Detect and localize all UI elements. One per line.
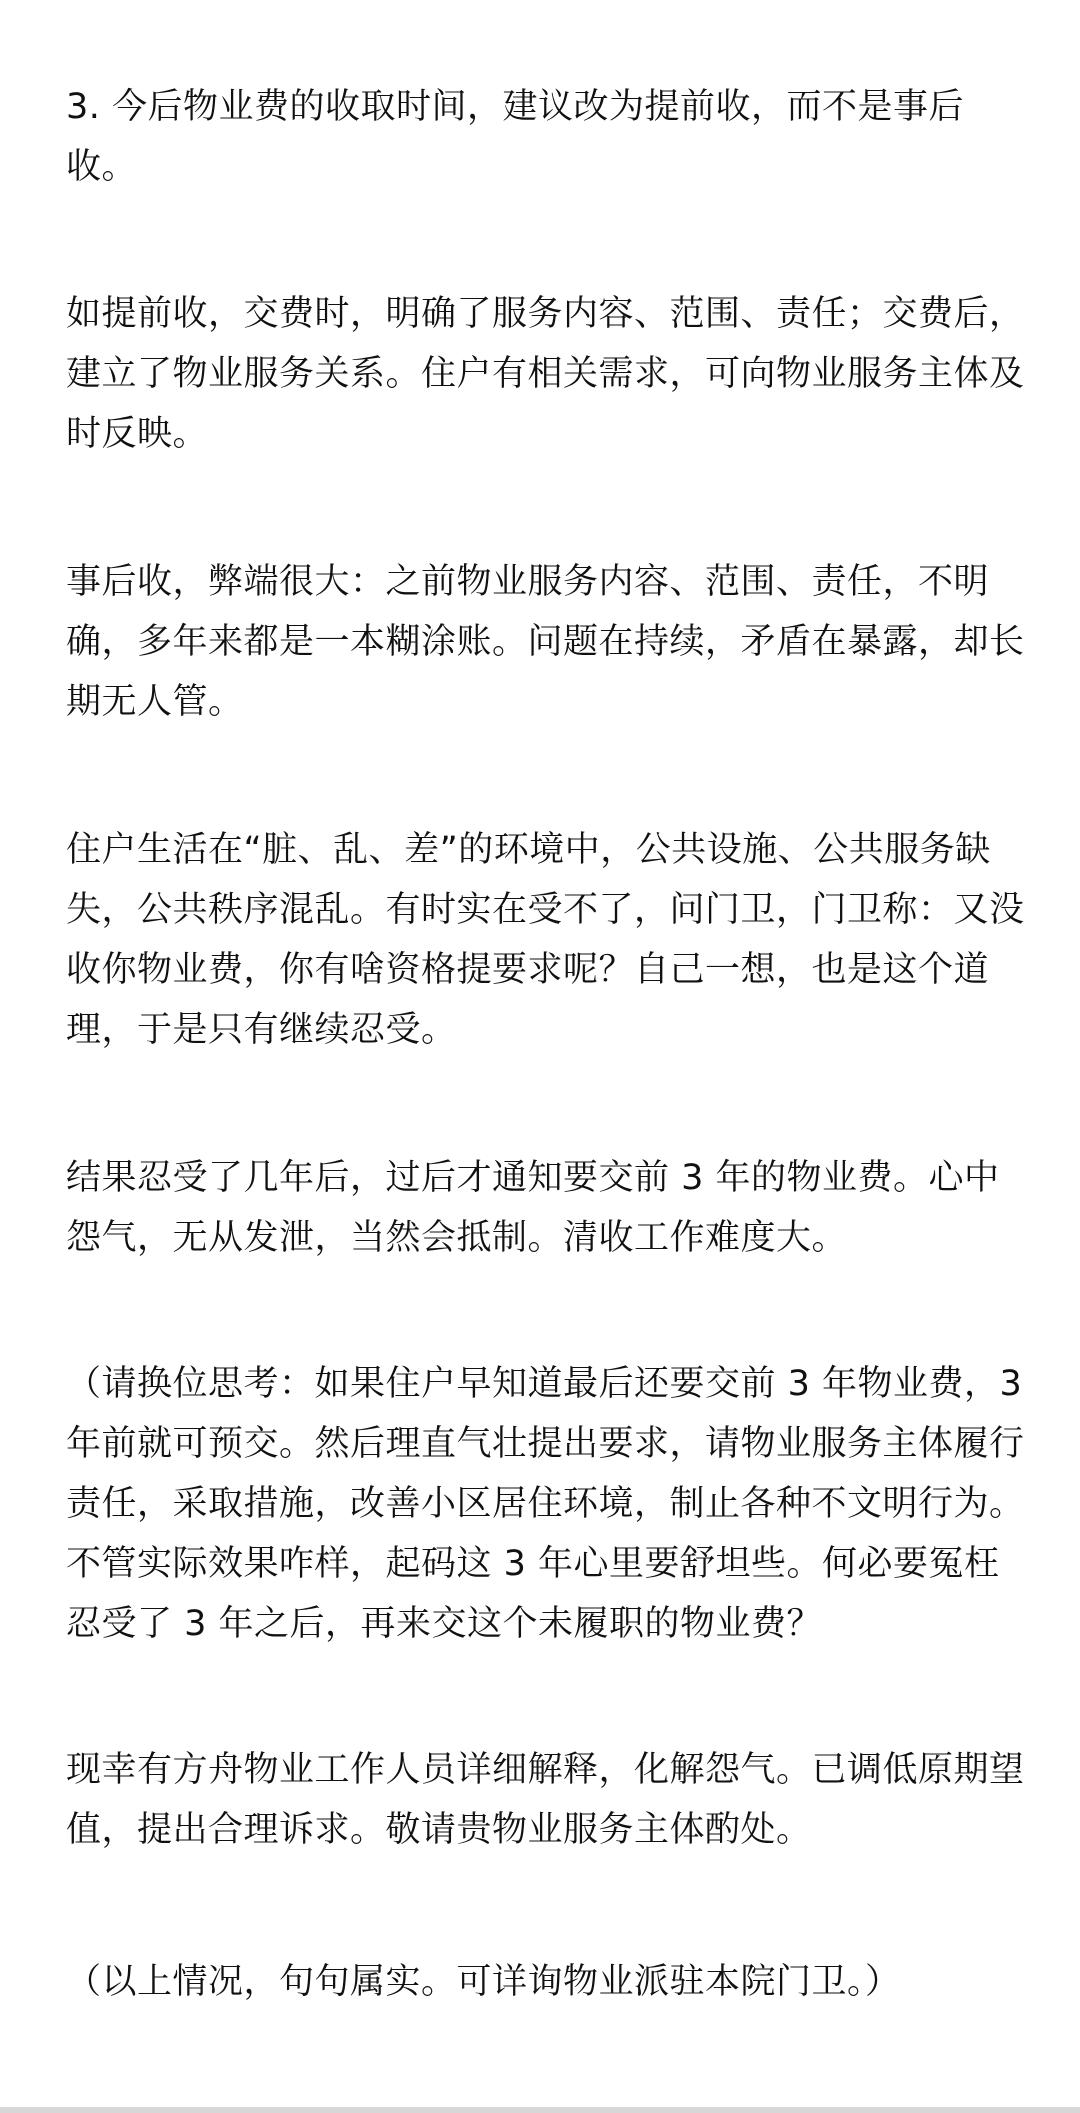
paragraph-8: （以上情况，句句属实。可详询物业派驻本院门卫。） (66, 1962, 901, 2002)
paragraph-5: 结果忍受了几年后，过后才通知要交前 3 年的物业费。心中怨气，无从发泄，当然会抵制。清收工作难度大。 (66, 1158, 1000, 1258)
paragraph-7: 现幸有方舟物业工作人员详细解释，化解怨气。已调低原期望值，提出合理诉求。敬请贵物业服务主体酌处。 (66, 1750, 1025, 1850)
paragraph-1: 3. 今后物业费的收取时间，建议改为提前收，而不是事后收。 (66, 87, 965, 187)
bottom-divider (0, 2107, 1080, 2113)
paragraph-2: 如提前收，交费时，明确了服务内容、范围、责任；交费后，建立了物业服务关系。住户有相关需求，可向物业服务主体及时反映。 (66, 294, 1025, 454)
paragraph-3: 事后收，弊端很大：之前物业服务内容、范围、责任，不明确，多年来都是一本糊涂账。问题在持续，矛盾在暴露，却长期无人管。 (66, 562, 1025, 722)
paragraph-6: （请换位思考：如果住户早知道最后还要交前 3 年物业费，3 年前就可预交。然后理直气壮提出要求，请物业服务主体履行责任，采取措施，改善小区居住环境，制止各种不文明行为。不管实际效果咋样，起码这 3 年心里要舒坦些。何必要冤枉忍受了 3 年之后，再来交这个未履职的物业费？ (66, 1364, 1025, 1644)
paragraph-4: 住户生活在“脏、乱、差”的环境中，公共设施、公共服务缺失，公共秩序混乱。有时实在受不了，问门卫，门卫称：又没收你物业费，你有啥资格提要求呢？自己一想，也是这个道理，于是只有继续忍受。 (66, 830, 1025, 1050)
